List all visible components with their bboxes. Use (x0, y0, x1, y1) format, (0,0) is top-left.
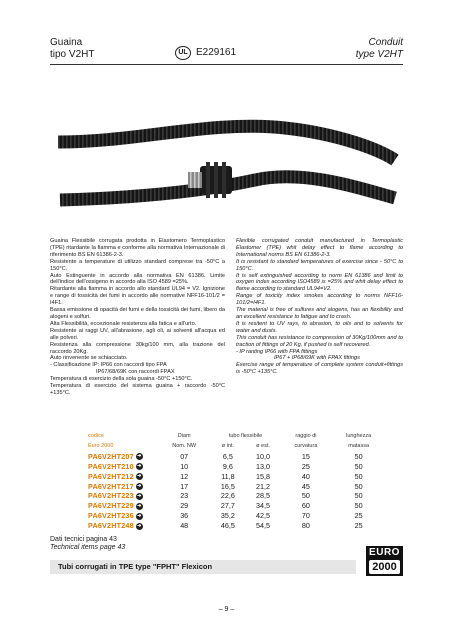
length-cell: 50 (354, 471, 363, 481)
col-nom-header: Diam (177, 433, 191, 439)
desc-it-para: Resistenza alla compressione 30kg/100 mm, alla trazione del raccordo 20Kg. (50, 341, 225, 355)
nw-cell: 48 (180, 521, 189, 531)
length-cell: 50 (354, 491, 363, 501)
ext-cell: 10,0 (256, 451, 271, 461)
nw-cell: 10 (180, 461, 189, 471)
desc-it-para: Auto Estinguente in accordo alla normativa EN 61386. Limite dell'indice dell'ossigeno in accordo alla ISO 4589 =25%. (50, 272, 225, 286)
table-header-row (86, 442, 386, 452)
spec-table (86, 432, 386, 531)
product-link-icon: ➜ (137, 502, 142, 509)
table-row (86, 491, 386, 501)
length-cell: 50 (354, 481, 363, 491)
product-link-icon: ➜ (137, 453, 142, 460)
table-row (86, 482, 386, 492)
desc-en-para: The material is free of sulfures and alogens, has an flexibility and an excellent resistance to fatigue and to crash. (236, 307, 403, 320)
radius-cell: 45 (301, 481, 310, 491)
desc-en-para: Exercise range of temperature of complete system conduit+fittings is -50°C +135°C. (236, 362, 403, 376)
desc-en-para: This conduit has resistance to compression of 30Kg/100mm and to traction of fittings of 20 Kg, if pushed is self recovered. (236, 334, 403, 348)
product-link-icon: ➜ (137, 463, 142, 470)
product-link-icon: ➜ (137, 493, 142, 500)
table-row (86, 521, 386, 531)
ext-cell: 54,5 (256, 521, 271, 531)
header-divider (50, 64, 403, 65)
radius-cell: 25 (301, 461, 310, 471)
desc-it-para: - Classificazione IP: IP66 con raccordi tipo FPA (50, 362, 167, 369)
nw-cell: 36 (180, 511, 189, 521)
int-cell: 46,5 (220, 521, 235, 531)
desc-it-para: Resistente a temperature di utilizzo standard comprese tra -50°C a 150°C. (50, 258, 225, 272)
table-header-row (86, 432, 386, 442)
desc-it-para: IP67/68/69K con raccordi FPAX (96, 369, 175, 376)
title-it: Guaina (50, 37, 83, 48)
description-it (50, 238, 225, 397)
int-cell: 16,5 (220, 481, 235, 491)
desc-it-para: Temperatura di esercizio del sistema guaina + raccordo -50°C +135°C. (50, 383, 225, 396)
col-code-header: codice (88, 433, 104, 439)
cert-number: E229161 (196, 47, 237, 58)
desc-it-para: Bassa emissione di opacità dei fumi e della tossicità dei fumi, libero da alogeni e solfuri. (50, 307, 225, 320)
product-code: PA6V2HT223 (88, 491, 134, 501)
table-row (86, 511, 386, 521)
col-pack-sub: matassa (348, 442, 370, 449)
title-en: Conduit (368, 37, 403, 48)
nw-cell: 29 (180, 501, 189, 511)
desc-en-para: Flexible corrugated conduit manufactured in Termoplastic Elastomer (TPE) whit delay effect to flame according to International norms BS EN 61386-2-3. (236, 238, 403, 258)
header-left (50, 37, 94, 61)
product-code: PA6V2HT229 (88, 501, 134, 511)
desc-it-para: Resistente ai raggi UV, all'abrasione, agli oli, ai solventi all'acqua ed alle polveri. (50, 327, 225, 341)
euro2000-logo: EURO 2000 (366, 546, 403, 576)
desc-it-para: Alta Flessibilità, eccezionale resistenza alla fatica e all'urto. (50, 320, 197, 327)
product-link-icon: ➜ (137, 483, 142, 490)
length-cell: 50 (354, 501, 363, 511)
product-code: PA6V2HT212 (88, 471, 134, 481)
length-cell: 25 (354, 521, 363, 531)
ext-cell: 15,8 (256, 471, 271, 481)
product-photo (50, 80, 403, 232)
col-flex-header: tubo flessibile (228, 433, 263, 439)
product-code: PA6V2HT236 (88, 511, 134, 521)
table-row (86, 462, 386, 472)
tech-ref-en: Technical items page 43 (50, 544, 126, 551)
product-code: PA6V2HT210 (88, 461, 134, 471)
subtitle-en: type V2HT (355, 49, 403, 60)
col-pack-header: lunghezza (346, 433, 372, 439)
radius-cell: 80 (301, 521, 310, 531)
desc-en-para: - IP ranting IP66 with FPA fittings (236, 348, 318, 355)
int-cell: 11,8 (221, 471, 235, 481)
ext-cell: 28,5 (256, 491, 271, 501)
nw-cell: 12 (180, 471, 189, 481)
ext-cell: 13,0 (256, 461, 271, 471)
desc-en-para: It is resistant to standard temperatures of exercise since - 50°C to 150°C. (236, 258, 403, 272)
product-code: PA6V2HT217 (88, 481, 134, 491)
tech-ref (50, 536, 125, 552)
radius-cell: 15 (301, 451, 310, 461)
col-code-sub: Euro 2000 (88, 442, 114, 449)
col-radius-header: raggio di (295, 433, 317, 439)
description-en (236, 238, 403, 376)
desc-it-para: Auto rinvenente se schiacciato. (50, 355, 128, 362)
table-row (86, 472, 386, 482)
subtitle-it: tipo V2HT (50, 49, 95, 60)
ul-cert-icon: UL (175, 46, 191, 60)
int-cell: 9,6 (222, 461, 233, 471)
desc-en-para: It is self extinguished according to norm EN 61386 and limit to oxygen index according ISO4589 is =25% and whit delay effect to flame according to standard UL94=V2. (236, 272, 403, 293)
col-int-sub: ø int. (221, 442, 235, 449)
ext-cell: 34,5 (256, 501, 271, 511)
length-cell: 50 (354, 451, 363, 461)
length-cell: 50 (354, 461, 363, 471)
length-cell: 25 (354, 511, 363, 521)
desc-it-para: Guaina Flessibile corrugata prodotta in Elastomero Termoplastico (TPE) ritardante la fiamma e conforme alla normativa Internazionale di riferimento BS EN 61386-2-3. (50, 238, 225, 258)
footer-banner: Tubi corrugati in TPE type "FPHT" Flexicon (50, 560, 356, 574)
col-ext-sub: ø est. (256, 442, 270, 449)
table-row (86, 452, 386, 462)
col-radius-sub: curvatura (294, 442, 318, 449)
nw-cell: 17 (180, 481, 189, 491)
product-code: PA6V2HT207 (88, 451, 134, 461)
ext-cell: 42,5 (256, 511, 271, 521)
product-link-icon: ➜ (137, 473, 142, 480)
int-cell: 35,2 (220, 511, 235, 521)
desc-it-para: Temperatura di esercizio della sola guaina -50°C +150°C. (50, 376, 193, 383)
table-row (86, 501, 386, 511)
radius-cell: 50 (301, 491, 310, 501)
conduit-image (50, 80, 403, 232)
ext-cell: 21,2 (256, 481, 271, 491)
nw-cell: 07 (180, 451, 189, 461)
radius-cell: 60 (301, 501, 310, 511)
page-number: – 9 – (218, 606, 235, 613)
desc-en-para: Range of toxicity index smokes according to norms NFF16-101/2=I4F1. (236, 293, 403, 307)
product-link-icon: ➜ (137, 512, 142, 519)
product-code: PA6V2HT248 (88, 521, 134, 531)
radius-cell: 40 (301, 471, 310, 481)
product-link-icon: ➜ (137, 522, 142, 529)
nw-cell: 23 (180, 491, 189, 501)
col-nom-sub: Nom. NW (172, 442, 197, 449)
radius-cell: 70 (301, 511, 310, 521)
int-cell: 6,5 (222, 451, 233, 461)
desc-en-para: It is resitent to UV rays, to abrasion, to oils and to solvents for water and dusts. (236, 320, 403, 334)
int-cell: 27,7 (220, 501, 235, 511)
desc-it-para: Ritardante alla fiamma in accordo allo standard UL94 = V2. Ignizione e range di tossicità dei fumi in accordo alle normative NFF16-101/2 = I4F1. (50, 286, 225, 307)
header-right (356, 37, 403, 61)
int-cell: 22,6 (220, 491, 235, 501)
desc-en-para: IP67 + IP68/69K with FPAX fittings (274, 355, 360, 362)
tech-ref-it: Dati tecnici pagina 43 (50, 536, 117, 543)
